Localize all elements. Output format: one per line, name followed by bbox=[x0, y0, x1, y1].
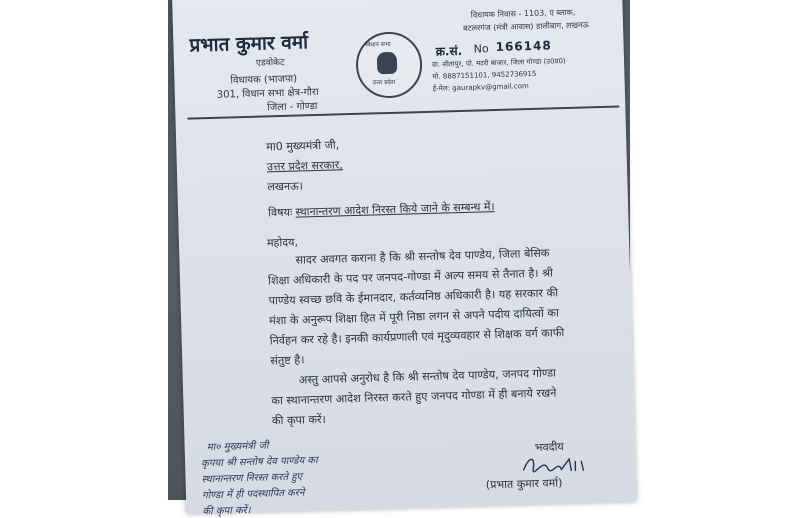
residence-address-line2: बटलरगंज (मंत्री आवास) डालीबाग, लखनऊ bbox=[462, 20, 589, 33]
subject-label: विषयः bbox=[267, 205, 293, 220]
seal-bottom-text: उत्तर प्रदेश bbox=[372, 78, 396, 87]
letterhead-divider bbox=[187, 106, 619, 120]
assembly-seal bbox=[355, 31, 423, 99]
state-emblem-icon bbox=[377, 52, 398, 75]
recipient-line1: मा0 मुख्यमंत्री जी, bbox=[266, 138, 340, 154]
document-photo bbox=[168, 0, 630, 518]
body-line: शिक्षा अधिकारी के पद पर जनपद-गोण्डा में अल्प समय से तैनात है। श्री bbox=[267, 266, 554, 288]
body-line: की कृपा करें। bbox=[271, 412, 326, 428]
signature-scribble bbox=[521, 452, 592, 476]
handwritten-line: कृपया श्री सन्तोष देव पाण्डेय का bbox=[200, 455, 318, 470]
letter-page bbox=[172, 0, 636, 518]
handwritten-line: स्थानान्तरण निरस्त करते हुए bbox=[201, 471, 303, 486]
mla-district: जिला - गोण्डा bbox=[267, 100, 318, 114]
serial-prefix: क्र.सं. bbox=[435, 43, 463, 59]
mla-party: विधायक (भाजपा) bbox=[230, 73, 298, 87]
mobile-numbers: मो. 8887151101, 9452736915 bbox=[432, 69, 537, 81]
signatory-name: (प्रभात कुमार वर्मा) bbox=[485, 476, 563, 492]
mla-profession: एडवोकेट bbox=[255, 57, 285, 69]
recipient-line3: लखनऊ। bbox=[267, 179, 303, 194]
subject-text: स्थानान्तरण आदेश निरस्त किये जाने के सम्बन्ध में। bbox=[295, 200, 495, 219]
serial-no-label: No bbox=[473, 42, 489, 56]
body-line: निर्वहन कर रहे है। इनकी कार्यप्रणाली एवं मृदुव्यवहार से शिक्षक वर्ग काफी bbox=[269, 326, 565, 348]
handwritten-line: की कृपा करें। bbox=[202, 505, 251, 518]
body-line: का स्थानान्तरण आदेश निरस्त करते हुए जनपद गोण्डा में ही बनाये रखने bbox=[271, 386, 557, 408]
email-address: ई-मेल: gaurapkv@gmail.com bbox=[432, 82, 529, 93]
handwritten-line: गोण्डा में ही पदस्थापित करने bbox=[201, 487, 305, 502]
village-address: ग्रा. सीतापुर, पो. मटरी बाजार, जिला गोण्डा (उ0प्र0) bbox=[431, 57, 566, 69]
body-line: पाण्डेय स्वच्छ छवि के ईमानदार, कर्तव्यनिष्ठ अधिकारी है। यह सरकार की bbox=[268, 286, 559, 308]
closing-word: भवदीय bbox=[534, 440, 564, 455]
body-line: संतुष्ट है। bbox=[270, 353, 305, 368]
mla-constituency: 301, विधान सभा क्षेत्र-गौरा bbox=[216, 86, 319, 101]
seal-top-text: विधान सभा bbox=[365, 40, 391, 49]
recipient-line2: उत्तर प्रदेश सरकार, bbox=[266, 158, 343, 174]
residence-address-line1: विधायक निवास - 1103, ए ब्लाक, bbox=[470, 7, 576, 20]
body-line: मंशा के अनुरूप शिक्षा हित में पूरी निष्ठा लगन से अपने पदीय दायित्वों का bbox=[268, 306, 560, 328]
body-line: सादर अवगत कराना है कि श्री सन्तोष देव पाण्डेय, जिला बेसिक bbox=[295, 246, 550, 267]
serial-number: 166148 bbox=[495, 38, 552, 54]
body-line: अस्तु आपसे अनुरोध है कि श्री सन्तोष देव पाण्डेय, जनपद गोण्डा bbox=[298, 366, 557, 387]
subject-line bbox=[268, 199, 495, 220]
mla-name: प्रभात कुमार वर्मा bbox=[189, 31, 309, 57]
handwritten-line: मा० मुख्यमंत्री जी bbox=[206, 440, 269, 454]
salutation: महोदय, bbox=[266, 235, 299, 250]
